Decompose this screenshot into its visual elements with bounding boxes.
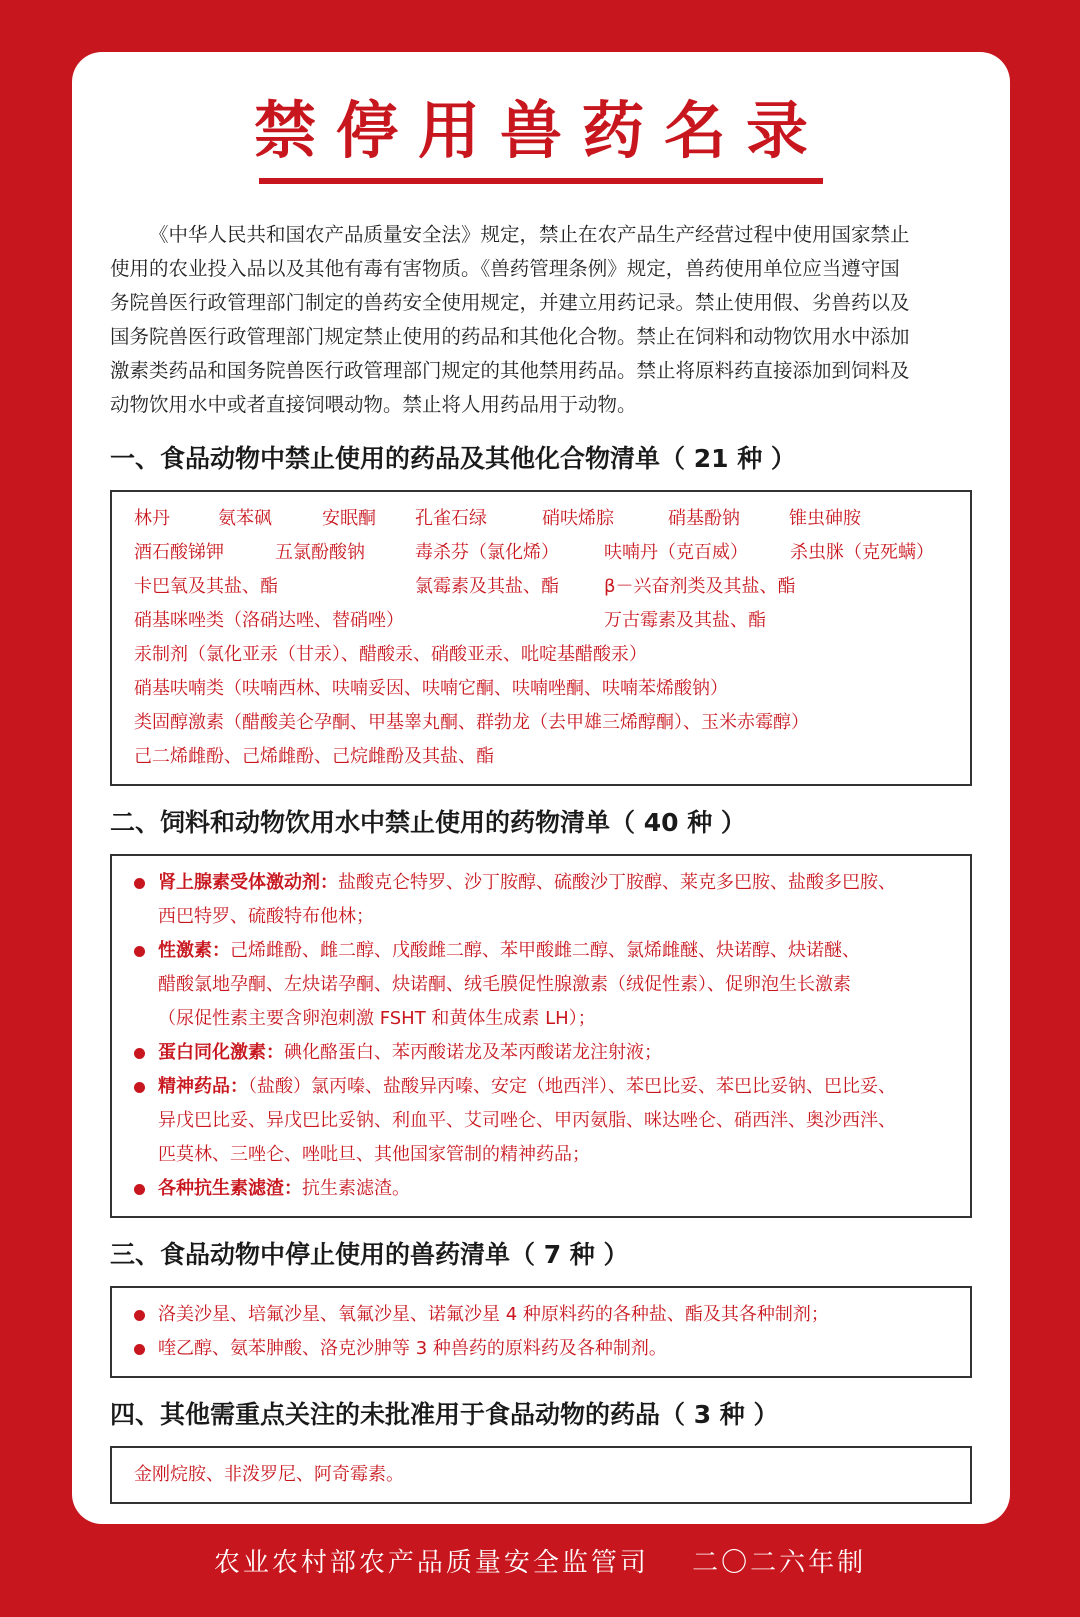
bullet-item [134,1172,948,1206]
bullet-dot-icon [134,1082,145,1093]
intro-line: 务院兽医行政管理部门制定的兽药安全使用规定，并建立用药记录。禁止使用假、劣兽药以及 [110,291,910,314]
drug-item: 卡巴氧及其盐、酯 [134,576,278,597]
footer-org: 农业农村部农产品质量安全监管司 [213,1548,649,1578]
bullet-head: 各种抗生素滤渣： [158,1178,302,1199]
bullet-text: 盐酸克仑特罗、沙丁胺醇、硫酸沙丁胺醇、莱克多巴胺、盐酸多巴胺、 [338,872,896,893]
bullet-dot-icon [134,1344,145,1355]
bullet-text: 喹乙醇、氨苯胂酸、洛克沙胂等 3 种兽药的原料药及各种制剂。 [158,1338,667,1359]
section3-title: 三、食品动物中停止使用的兽药清单（ 7 种 ） [110,1240,629,1269]
intro-line: 激素类药品和国务院兽医行政管理部门规定的其他禁用药品。禁止将原料药直接添加到饲料及 [110,359,910,382]
drug-item: 林丹 [134,508,170,529]
bullet-dot-icon [134,946,145,957]
bullet-dot-icon [134,878,145,889]
page-title: 禁停用兽药名录 [253,94,828,167]
bullet-item [134,866,948,934]
bullet-text: 己烯雌酚、雌二醇、戊酸雌二醇、苯甲酸雌二醇、氯烯雌醚、炔诺醇、炔诺醚、 [230,940,860,961]
drug-row [134,604,948,638]
drug-item: 五氯酚酸钠 [275,542,365,563]
drug-item: 氯霉素及其盐、酯 [415,576,559,597]
drug-line: 类固醇激素（醋酸美仑孕酮、甲基睾丸酮、群勃龙（去甲雄三烯醇酮）、玉米赤霉醇） [134,712,809,733]
intro-line: 国务院兽医行政管理部门规定禁止使用的药品和其他化合物。禁止在饲料和动物饮用水中添加 [110,325,910,348]
bullet-text: （盐酸）氯丙嗪、盐酸异丙嗪、安定（地西泮）、苯巴比妥、苯巴比妥钠、巴比妥、 [248,1076,896,1097]
document-card [72,52,1010,1524]
bullet-item [134,1298,948,1332]
drug-lines [134,638,948,774]
section4-title: 四、其他需重点关注的未批准用于食品动物的药品（ 3 种 ） [110,1400,779,1429]
section2-box [110,854,972,1218]
bullet-dot-icon [134,1310,145,1321]
drug-item: 锥虫砷胺 [789,508,861,529]
bullet-head: 蛋白同化激素： [158,1042,284,1063]
bullet-text: 西巴特罗、硫酸特布他林； [158,906,374,927]
bullet-item [134,934,948,1036]
drug-item: 硝呋烯腙 [542,508,614,529]
footer [0,1542,1080,1579]
intro-paragraph [110,218,972,422]
drug-row [134,570,948,604]
drug-row [134,502,948,536]
drug-item: 呋喃丹（克百威） [604,542,748,563]
bullet-text: 洛美沙星、培氟沙星、氧氟沙星、诺氟沙星 4 种原料药的各种盐、酯及其各种制剂； [158,1304,829,1325]
drug-item: 孔雀石绿 [415,508,487,529]
bullet-dot-icon [134,1184,145,1195]
drug-line: 汞制剂（氯化亚汞（甘汞）、醋酸汞、硝酸亚汞、吡啶基醋酸汞） [134,644,647,665]
bullet-item [134,1332,948,1366]
drug-item: 安眠酮 [322,508,376,529]
intro-line: 《中华人民共和国农产品质量安全法》规定，禁止在农产品生产经营过程中使用国家禁止 [149,223,910,246]
bullet-item [134,1036,948,1070]
title-underline [259,178,823,184]
footer-year: 二〇二六年制 [692,1548,867,1578]
bullet-item [134,1070,948,1172]
drug-item: β－兴奋剂类及其盐、酯 [604,576,796,597]
drug-item: 氨苯砜 [218,508,272,529]
section2-title: 二、饲料和动物饮用水中禁止使用的药物清单（ 40 种 ） [110,808,746,837]
drug-row [134,536,948,570]
drug-item: 万古霉素及其盐、酯 [604,610,766,631]
section1-box [110,490,972,786]
bullet-text: 碘化酪蛋白、苯丙酸诺龙及苯丙酸诺龙注射液； [284,1042,662,1063]
bullet-text: 抗生素滤渣。 [302,1178,410,1199]
bullet-text: 醋酸氯地孕酮、左炔诺孕酮、炔诺酮、绒毛膜促性腺激素（绒促性素）、促卵泡生长激素 [158,974,851,995]
bullet-text: （尿促性素主要含卵泡刺激 FSHT 和黄体生成素 LH）； [158,1008,596,1029]
intro-line: 使用的农业投入品以及其他有毒有害物质。《兽药管理条例》规定，兽药使用单位应当遵守国 [110,257,900,280]
drug-line: 硝基呋喃类（呋喃西林、呋喃妥因、呋喃它酮、呋喃唑酮、呋喃苯烯酸钠） [134,678,728,699]
bullet-dot-icon [134,1048,145,1059]
bullet-head: 肾上腺素受体激动剂： [158,872,338,893]
bullet-head: 性激素： [158,940,230,961]
bullet-text: 异戊巴比妥、异戊巴比妥钠、利血平、艾司唑仑、甲丙氨脂、咪达唑仑、硝西泮、奥沙西泮、 [158,1110,896,1131]
drug-item: 毒杀芬（氯化烯） [415,542,559,563]
intro-line: 动物饮用水中或者直接饲喂动物。禁止将人用药品用于动物。 [110,393,637,416]
drug-line: 金刚烷胺、非泼罗尼、阿奇霉素。 [134,1464,404,1485]
drug-item: 硝基酚钠 [668,508,740,529]
bullet-text: 匹莫林、三唑仑、唑吡旦、其他国家管制的精神药品； [158,1144,590,1165]
drug-item: 硝基咪唑类（洛硝达唑、替硝唑） [134,610,404,631]
section3-box [110,1286,972,1378]
drug-line: 己二烯雌酚、己烯雌酚、己烷雌酚及其盐、酯 [134,746,494,767]
section1-title: 一、食品动物中禁止使用的药品及其他化合物清单（ 21 种 ） [110,444,796,473]
section4-box [110,1446,972,1504]
drug-item: 酒石酸锑钾 [134,542,224,563]
bullet-head: 精神药品： [158,1076,248,1097]
drug-item: 杀虫脒（克死螨） [790,542,934,563]
